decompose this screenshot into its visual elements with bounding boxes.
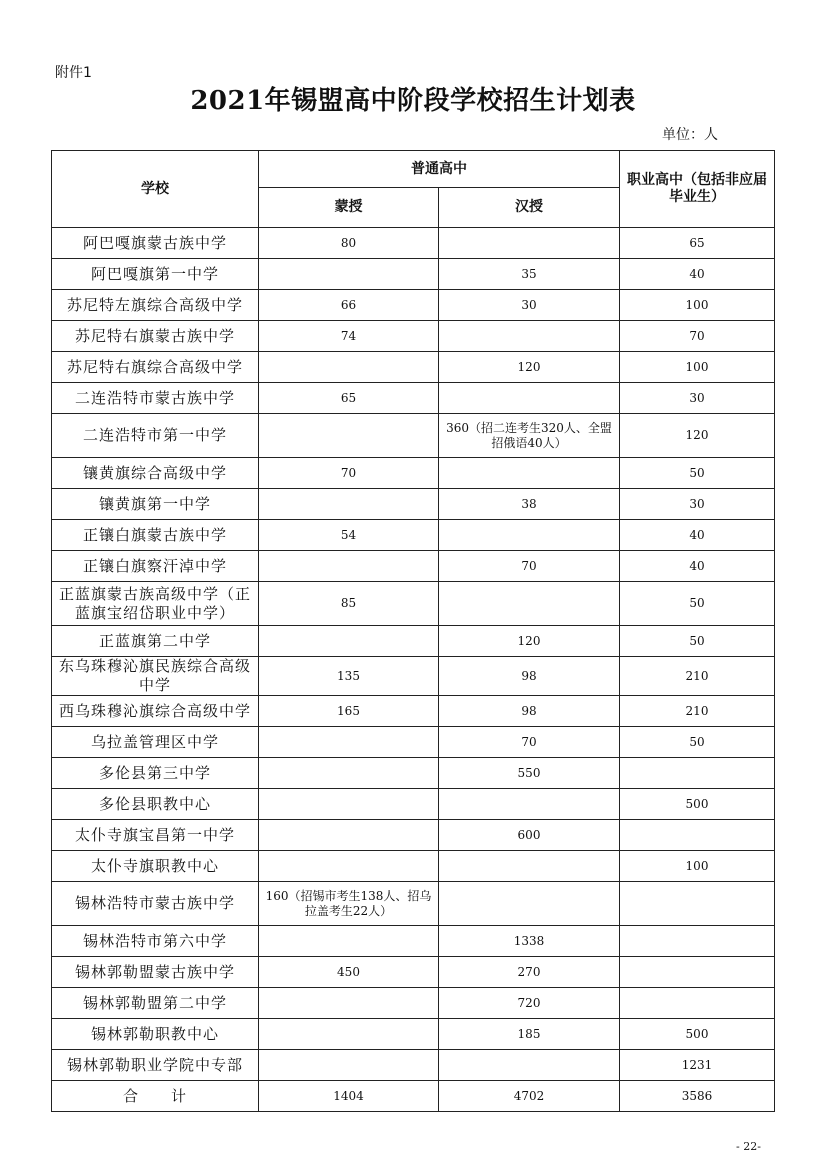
table-row bbox=[52, 926, 775, 957]
header-school: 学校 bbox=[52, 151, 259, 228]
vocational-value: 210 bbox=[620, 696, 775, 727]
school-name: 正镶白旗蒙古族中学 bbox=[52, 520, 259, 551]
chinese-value: 360（招二连考生320人、全盟招俄语40人） bbox=[439, 414, 620, 458]
attachment-label: 附件1 bbox=[55, 65, 92, 81]
chinese-value: 120 bbox=[439, 626, 620, 657]
mongolian-value bbox=[259, 489, 439, 520]
school-name: 东乌珠穆沁旗民族综合高级中学 bbox=[52, 657, 259, 696]
table-row bbox=[52, 1050, 775, 1081]
chinese-value bbox=[439, 582, 620, 626]
vocational-value: 1231 bbox=[620, 1050, 775, 1081]
mongolian-value bbox=[259, 851, 439, 882]
vocational-value: 40 bbox=[620, 551, 775, 582]
vocational-value bbox=[620, 988, 775, 1019]
table-row bbox=[52, 414, 775, 458]
vocational-value: 65 bbox=[620, 228, 775, 259]
table-row bbox=[52, 458, 775, 489]
table-row bbox=[52, 290, 775, 321]
vocational-value: 50 bbox=[620, 582, 775, 626]
chinese-value: 550 bbox=[439, 758, 620, 789]
school-name: 苏尼特右旗蒙古族中学 bbox=[52, 321, 259, 352]
table-row bbox=[52, 758, 775, 789]
school-name: 锡林浩特市蒙古族中学 bbox=[52, 882, 259, 926]
chinese-value: 185 bbox=[439, 1019, 620, 1050]
vocational-value: 500 bbox=[620, 1019, 775, 1050]
table-row bbox=[52, 228, 775, 259]
chinese-value bbox=[439, 1050, 620, 1081]
school-name: 镶黄旗综合高级中学 bbox=[52, 458, 259, 489]
chinese-value bbox=[439, 851, 620, 882]
school-name: 多伦县职教中心 bbox=[52, 789, 259, 820]
vocational-value: 100 bbox=[620, 352, 775, 383]
chinese-value: 600 bbox=[439, 820, 620, 851]
mongolian-value bbox=[259, 820, 439, 851]
chinese-value: 270 bbox=[439, 957, 620, 988]
page-number: - 22- bbox=[736, 1140, 761, 1153]
vocational-value: 50 bbox=[620, 626, 775, 657]
table-row bbox=[52, 259, 775, 290]
table-row bbox=[52, 657, 775, 696]
chinese-value: 98 bbox=[439, 696, 620, 727]
mongolian-value: 160（招锡市考生138人、招乌拉盖考生22人） bbox=[259, 882, 439, 926]
chinese-value bbox=[439, 321, 620, 352]
school-name: 镶黄旗第一中学 bbox=[52, 489, 259, 520]
vocational-value: 50 bbox=[620, 458, 775, 489]
vocational-value: 100 bbox=[620, 290, 775, 321]
school-name: 二连浩特市蒙古族中学 bbox=[52, 383, 259, 414]
chinese-value bbox=[439, 789, 620, 820]
table-row bbox=[52, 626, 775, 657]
table-row bbox=[52, 988, 775, 1019]
vocational-value bbox=[620, 882, 775, 926]
school-name: 太仆寺旗职教中心 bbox=[52, 851, 259, 882]
school-name: 锡林郭勒职教中心 bbox=[52, 1019, 259, 1050]
school-name: 西乌珠穆沁旗综合高级中学 bbox=[52, 696, 259, 727]
chinese-value bbox=[439, 882, 620, 926]
header-vocational: 职业高中（包括非应届毕业生） bbox=[620, 151, 775, 228]
header-general: 普通高中 bbox=[259, 151, 620, 188]
vocational-value bbox=[620, 926, 775, 957]
vocational-value bbox=[620, 957, 775, 988]
mongolian-value: 165 bbox=[259, 696, 439, 727]
table-row bbox=[52, 489, 775, 520]
table-row bbox=[52, 820, 775, 851]
vocational-value: 40 bbox=[620, 520, 775, 551]
table-row bbox=[52, 789, 775, 820]
mongolian-value bbox=[259, 789, 439, 820]
school-name: 正蓝旗蒙古族高级中学（正蓝旗宝绍岱职业中学） bbox=[52, 582, 259, 626]
unit-label: 单位：人 bbox=[662, 127, 718, 143]
chinese-value: 70 bbox=[439, 727, 620, 758]
chinese-value: 1338 bbox=[439, 926, 620, 957]
table-row bbox=[52, 696, 775, 727]
school-name: 太仆寺旗宝昌第一中学 bbox=[52, 820, 259, 851]
table-row bbox=[52, 582, 775, 626]
mongolian-value bbox=[259, 414, 439, 458]
school-name: 正镶白旗察汗淖中学 bbox=[52, 551, 259, 582]
mongolian-value bbox=[259, 926, 439, 957]
mongolian-value: 66 bbox=[259, 290, 439, 321]
school-name: 多伦县第三中学 bbox=[52, 758, 259, 789]
mongolian-value: 74 bbox=[259, 321, 439, 352]
table-row bbox=[52, 882, 775, 926]
vocational-value: 210 bbox=[620, 657, 775, 696]
chinese-value: 38 bbox=[439, 489, 620, 520]
school-name: 二连浩特市第一中学 bbox=[52, 414, 259, 458]
enrollment-plan-table bbox=[51, 150, 775, 1112]
mongolian-value bbox=[259, 551, 439, 582]
mongolian-value bbox=[259, 259, 439, 290]
table-row bbox=[52, 1019, 775, 1050]
school-name: 苏尼特右旗综合高级中学 bbox=[52, 352, 259, 383]
mongolian-value: 80 bbox=[259, 228, 439, 259]
chinese-value bbox=[439, 458, 620, 489]
mongolian-value bbox=[259, 727, 439, 758]
mongolian-value bbox=[259, 1019, 439, 1050]
chinese-value: 70 bbox=[439, 551, 620, 582]
vocational-value bbox=[620, 758, 775, 789]
chinese-value: 120 bbox=[439, 352, 620, 383]
mongolian-value: 54 bbox=[259, 520, 439, 551]
total-mongolian: 1404 bbox=[259, 1081, 439, 1112]
school-name: 锡林郭勒盟第二中学 bbox=[52, 988, 259, 1019]
school-name: 锡林郭勒盟蒙古族中学 bbox=[52, 957, 259, 988]
mongolian-value bbox=[259, 988, 439, 1019]
mongolian-value bbox=[259, 758, 439, 789]
chinese-value: 98 bbox=[439, 657, 620, 696]
total-vocational: 3586 bbox=[620, 1081, 775, 1112]
chinese-value: 35 bbox=[439, 259, 620, 290]
header-chinese: 汉授 bbox=[439, 188, 620, 228]
vocational-value: 120 bbox=[620, 414, 775, 458]
vocational-value: 500 bbox=[620, 789, 775, 820]
mongolian-value bbox=[259, 1050, 439, 1081]
vocational-value: 100 bbox=[620, 851, 775, 882]
vocational-value: 70 bbox=[620, 321, 775, 352]
table-row bbox=[52, 851, 775, 882]
vocational-value: 30 bbox=[620, 489, 775, 520]
vocational-value: 30 bbox=[620, 383, 775, 414]
table-row bbox=[52, 352, 775, 383]
school-name: 正蓝旗第二中学 bbox=[52, 626, 259, 657]
school-name: 乌拉盖管理区中学 bbox=[52, 727, 259, 758]
table-row bbox=[52, 383, 775, 414]
table-row bbox=[52, 957, 775, 988]
mongolian-value: 65 bbox=[259, 383, 439, 414]
school-name: 锡林郭勒职业学院中专部 bbox=[52, 1050, 259, 1081]
table-row bbox=[52, 520, 775, 551]
school-name: 阿巴嘎旗蒙古族中学 bbox=[52, 228, 259, 259]
table-row bbox=[52, 551, 775, 582]
school-name: 锡林浩特市第六中学 bbox=[52, 926, 259, 957]
vocational-value bbox=[620, 820, 775, 851]
chinese-value bbox=[439, 228, 620, 259]
mongolian-value: 135 bbox=[259, 657, 439, 696]
header-mongolian: 蒙授 bbox=[259, 188, 439, 228]
table-row bbox=[52, 321, 775, 352]
school-name: 苏尼特左旗综合高级中学 bbox=[52, 290, 259, 321]
chinese-value: 30 bbox=[439, 290, 620, 321]
mongolian-value bbox=[259, 626, 439, 657]
chinese-value bbox=[439, 383, 620, 414]
total-row bbox=[52, 1081, 775, 1112]
school-name: 阿巴嘎旗第一中学 bbox=[52, 259, 259, 290]
chinese-value bbox=[439, 520, 620, 551]
total-label: 合 计 bbox=[52, 1081, 259, 1112]
mongolian-value: 70 bbox=[259, 458, 439, 489]
vocational-value: 40 bbox=[620, 259, 775, 290]
total-chinese: 4702 bbox=[439, 1081, 620, 1112]
chinese-value: 720 bbox=[439, 988, 620, 1019]
mongolian-value bbox=[259, 352, 439, 383]
page-title: 2021年锡盟高中阶段学校招生计划表 bbox=[190, 86, 636, 116]
mongolian-value: 450 bbox=[259, 957, 439, 988]
mongolian-value: 85 bbox=[259, 582, 439, 626]
table-row bbox=[52, 727, 775, 758]
vocational-value: 50 bbox=[620, 727, 775, 758]
